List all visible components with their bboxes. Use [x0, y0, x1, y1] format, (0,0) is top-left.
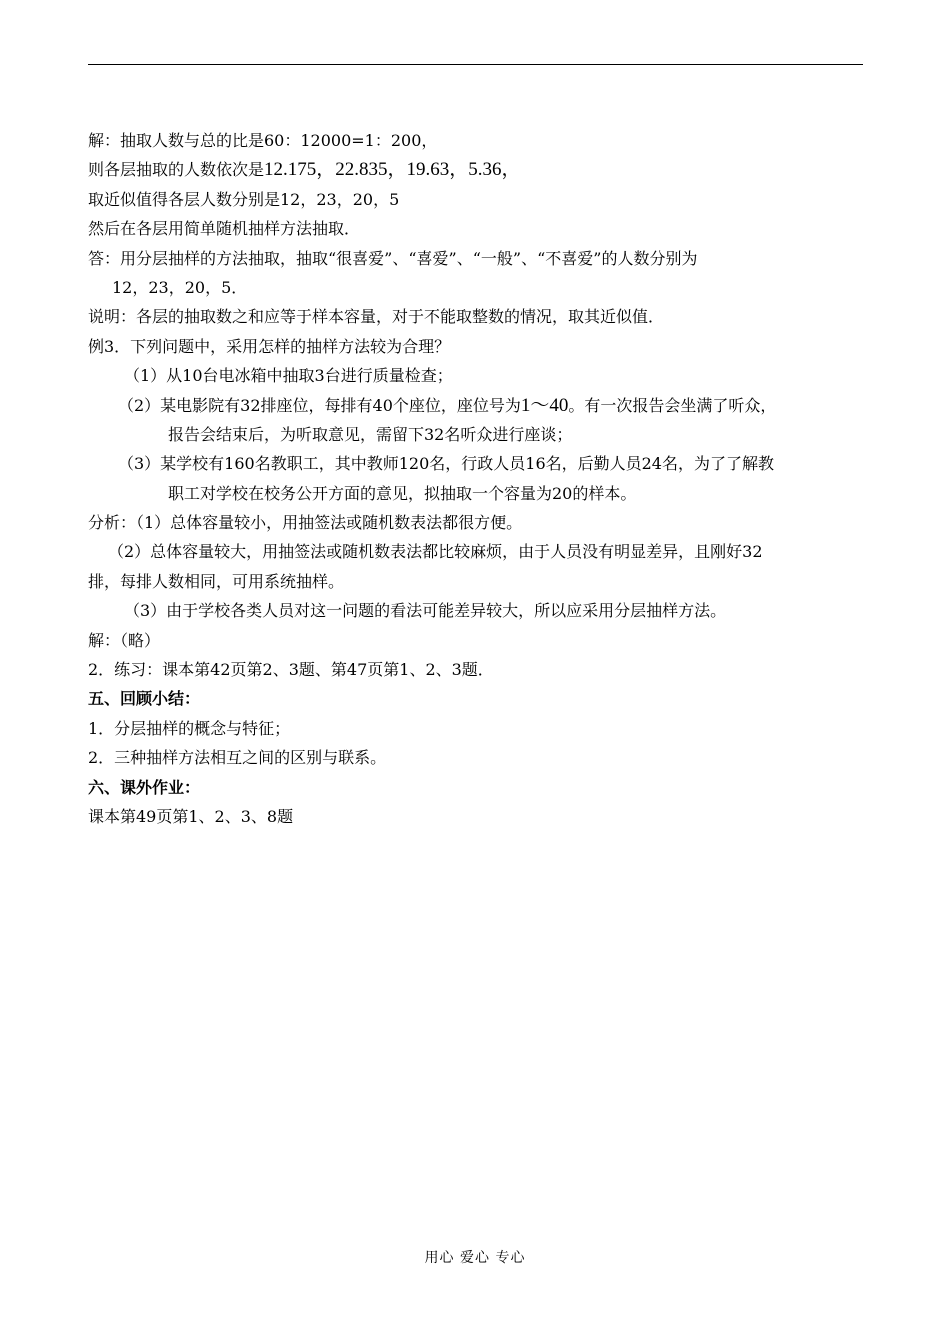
analysis-line-3: （3）由于学校各类人员对这一问题的看法可能差异较大，所以应采用分层抽样方法。: [124, 601, 727, 621]
solution-ratio-line: 解：抽取人数与总的比是60：12000=1：200，: [88, 131, 438, 150]
analysis-line-2-cont: 排，每排人数相同，可用系统抽样。: [88, 571, 345, 591]
explanation-line: 说明：各层的抽取数之和应等于样本容量，对于不能取整数的情况，取其近似值．: [88, 307, 665, 327]
example-3-item-2-cont: 报告会结束后，为听取意见，需留下32名听众进行座谈；: [168, 424, 573, 444]
example-3-item-2-post: 。有一次报告会坐满了听众，: [568, 395, 777, 415]
document-body: [88, 126, 878, 831]
section-homework-heading: 六、课外作业：: [88, 777, 201, 797]
header-rule: [88, 64, 863, 65]
example-3-item-2: [88, 391, 878, 420]
random-sampling-line: 然后在各层用简单随机抽样方法抽取．: [88, 219, 361, 239]
example-3-item-3: （3）某学校有160名教职工，其中教师120名，行政人员16名，后勤人员24名，为了了解教: [118, 454, 774, 474]
analysis-line-2: （2）总体容量较大，用抽签法或随机数表法都比较麻烦，由于人员没有明显差异，且刚好32: [108, 542, 763, 562]
section-review-heading: 五、回顾小结：: [88, 689, 201, 709]
analysis-line-1: 分析：（1）总体容量较小，用抽签法或随机数表法都很方便。: [88, 513, 523, 533]
solution-counts-values: 12.175，22.835，19.63，5.36，: [264, 159, 521, 181]
seat-range-formula: 1～40: [520, 394, 569, 416]
solution-counts-prefix: 则各层抽取的人数依次是: [88, 160, 265, 180]
example-3-item-1: （1）从10台电冰箱中抽取3台进行质量检查；: [124, 366, 453, 386]
solution-counts-line: [88, 155, 878, 184]
answer-line: 答：用分层抽样的方法抽取，抽取“很喜爱”、“喜爱”、“一般”、“不喜爱”的人数分别为: [88, 248, 698, 268]
practice-line: 2．练习：课本第42页第2、3题、第47页第1、2、3题．: [88, 660, 494, 680]
answer-values-line: 12，23，20，5．: [112, 277, 248, 297]
review-item-1: 1．分层抽样的概念与特征；: [88, 718, 291, 738]
example-3-heading: 例3．下列问题中，采用怎样的抽样方法较为合理？: [88, 336, 451, 356]
solution-omitted-line: 解：（略）: [88, 630, 161, 650]
approx-values-line: 取近似值得各层人数分别是12，23，20，5: [88, 189, 400, 209]
page-footer: 用心 爱心 专心: [424, 1250, 526, 1266]
review-item-2: 2．三种抽样方法相互之间的区别与联系。: [88, 748, 387, 768]
example-3-item-3-cont: 职工对学校在校务公开方面的意见，拟抽取一个容量为20的样本。: [168, 483, 637, 503]
example-3-item-2-pre: （2）某电影院有32排座位，每排有40个座位，座位号为: [118, 395, 521, 415]
homework-line: 课本第49页第1、2、3、8题: [88, 806, 294, 826]
